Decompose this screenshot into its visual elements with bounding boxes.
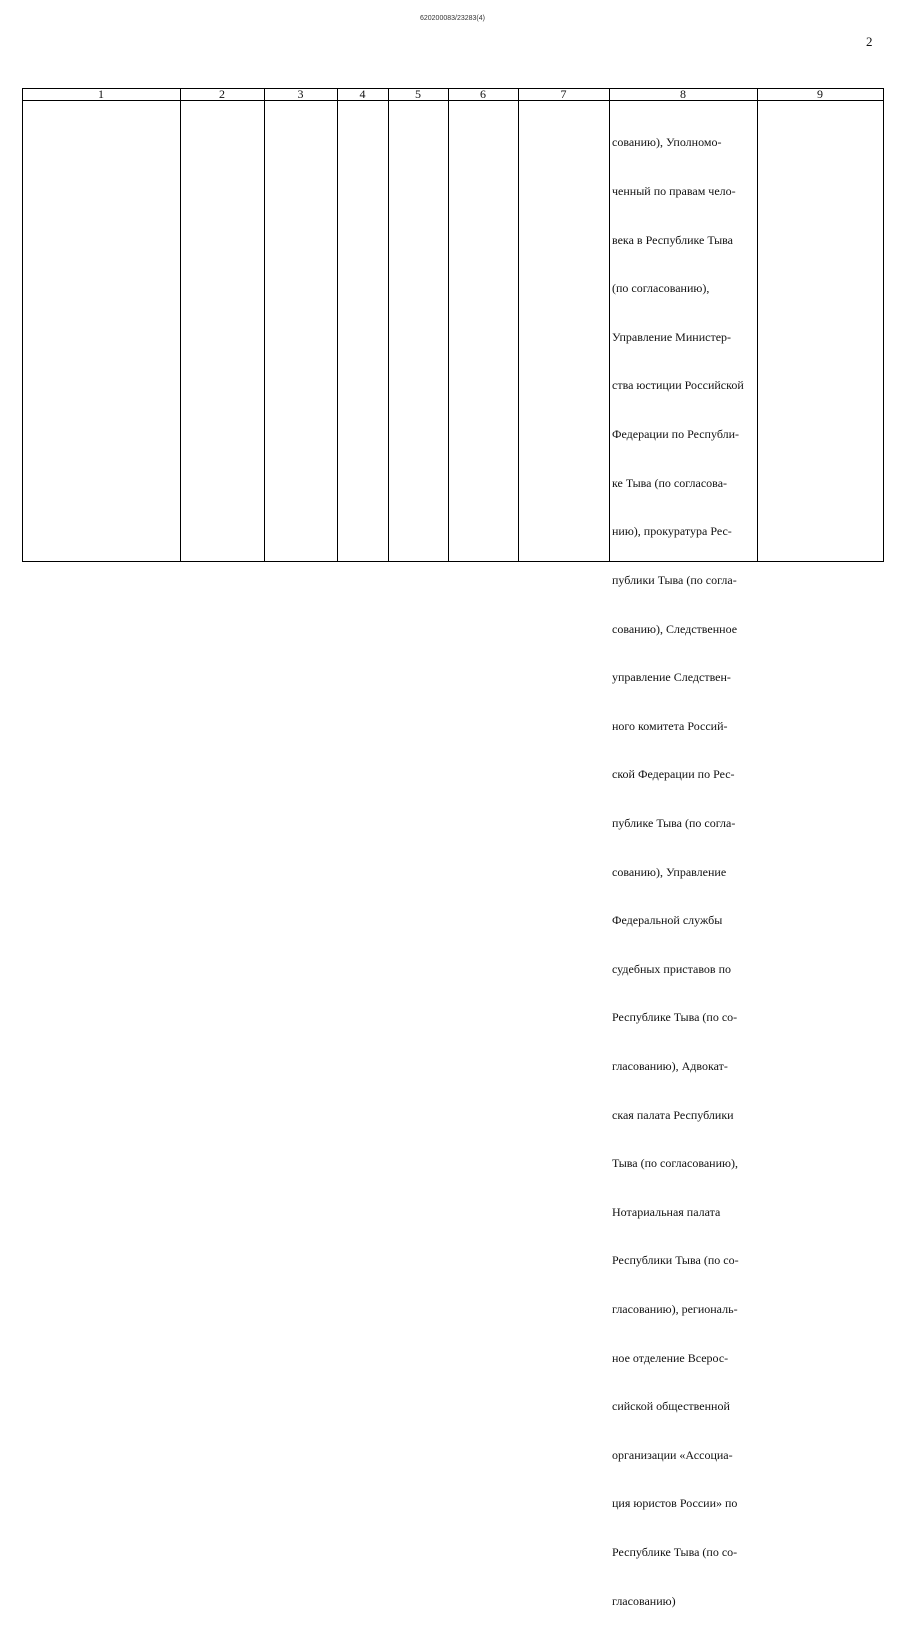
text-line: ного комитета Россий- bbox=[612, 718, 728, 733]
text-line: гласованию), региональ- bbox=[612, 1302, 738, 1317]
text-line: сованию), Уполномо- bbox=[612, 135, 722, 150]
column-border bbox=[180, 88, 181, 562]
text-line: нию), прокуратура Рес- bbox=[612, 524, 732, 539]
text-line: века в Республике Тыва bbox=[612, 232, 733, 247]
text-line: ченный по правам чело- bbox=[612, 184, 736, 199]
text-line: сованию), Следственное bbox=[612, 621, 738, 636]
text-line: управление Следствен- bbox=[612, 670, 731, 685]
text-line: судебных приставов по bbox=[612, 961, 731, 976]
column-number-6: 6 bbox=[480, 87, 486, 101]
column-number-3: 3 bbox=[297, 87, 304, 101]
header-row-divider bbox=[22, 100, 884, 101]
column-number-7: 7 bbox=[560, 87, 567, 101]
text-line: ция юристов России» по bbox=[612, 1496, 738, 1511]
text-line: организации «Ассоциа- bbox=[612, 1447, 733, 1462]
text-line: публики Тыва (по согла- bbox=[612, 572, 737, 587]
text-line: Республике Тыва (по со- bbox=[612, 1010, 738, 1025]
text-line: (по согласованию), bbox=[612, 281, 710, 296]
text-line: сийской общественной bbox=[612, 1399, 730, 1414]
text-line: ное отделение Всерос- bbox=[612, 1350, 729, 1365]
column-border bbox=[337, 88, 338, 562]
text-line: Нотариальная палата bbox=[612, 1204, 721, 1219]
text-line: сованию), Управление bbox=[612, 864, 727, 879]
column-border bbox=[609, 88, 610, 562]
text-line: Федерации по Республи- bbox=[612, 427, 740, 442]
text-line: Тыва (по согласованию), bbox=[612, 1156, 738, 1171]
text-line: публике Тыва (по согла- bbox=[612, 815, 736, 830]
column-number-1: 1 bbox=[98, 87, 104, 101]
column-number-4: 4 bbox=[359, 87, 366, 101]
table bbox=[22, 87, 884, 1608]
column-border bbox=[883, 88, 884, 562]
column-border bbox=[448, 88, 449, 562]
column-8-cell-text bbox=[612, 102, 762, 1641]
text-line: Управление Министер- bbox=[612, 329, 732, 344]
column-number-5: 5 bbox=[415, 87, 421, 101]
column-border bbox=[388, 88, 389, 562]
column-number-2: 2 bbox=[219, 87, 225, 101]
text-line: ства юстиции Российской bbox=[612, 378, 744, 393]
column-border bbox=[518, 88, 519, 562]
text-line: Республики Тыва (по со- bbox=[612, 1253, 739, 1268]
page-number: 2 bbox=[866, 34, 873, 49]
text-line: Федеральной службы bbox=[612, 913, 723, 928]
column-number-8: 8 bbox=[680, 87, 686, 101]
text-line: гласованию) bbox=[612, 1593, 676, 1608]
column-border bbox=[264, 88, 265, 562]
text-line: ке Тыва (по согласова- bbox=[612, 475, 728, 490]
column-number-9: 9 bbox=[817, 87, 823, 101]
text-line: гласованию), Адвокат- bbox=[612, 1058, 728, 1073]
document-id: 620200083/23283(4) bbox=[419, 15, 485, 22]
text-line: Республике Тыва (по со- bbox=[612, 1545, 738, 1560]
text-line: ская палата Республики bbox=[612, 1107, 734, 1122]
text-line: ской Федерации по Рес- bbox=[612, 767, 735, 782]
column-border bbox=[22, 88, 23, 562]
